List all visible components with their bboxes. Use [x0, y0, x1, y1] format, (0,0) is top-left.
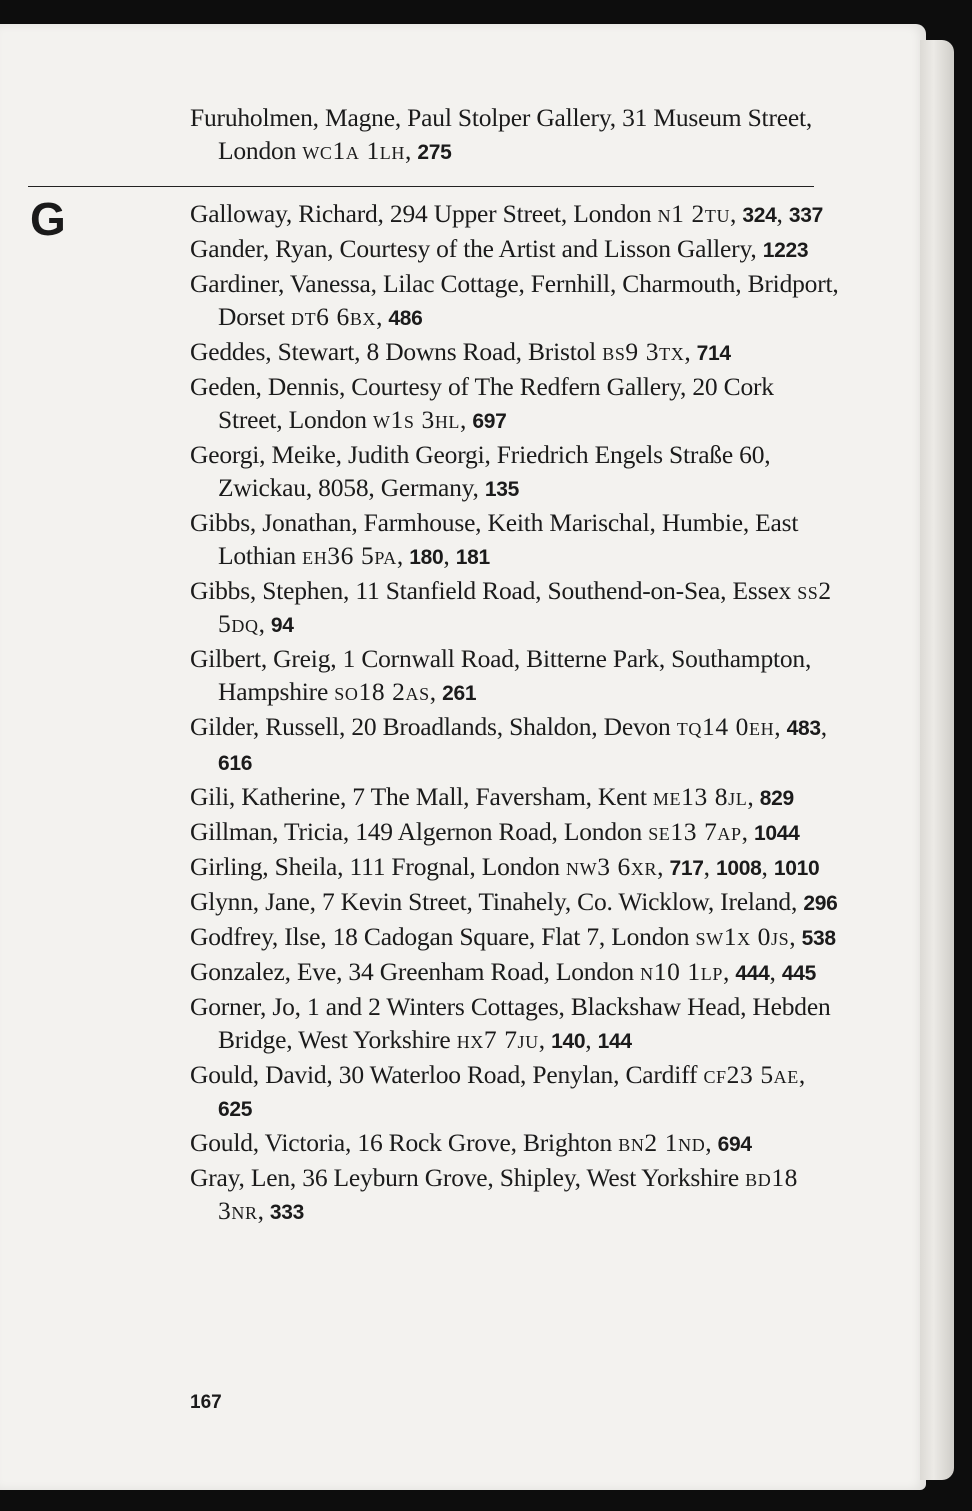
page-ref: 538: [801, 927, 836, 950]
postcode: me13 8jl: [652, 782, 748, 811]
postcode: bs9 3tx: [602, 337, 685, 366]
index-entry: [190, 232, 840, 267]
entry-text: Furuholmen, Magne, Paul Stolper Gallery, 31 Museum Street, London: [190, 103, 813, 165]
postcode: sw1x 0js: [695, 922, 790, 951]
page-ref: 616: [218, 752, 253, 775]
entry-text: Galloway, Richard, 294 Upper Street, London: [190, 199, 652, 228]
index-entry: Geden, Dennis, Courtesy of The Redfern Gallery, 20 Cork Street, London w1s 3hl, 697: [190, 372, 774, 434]
entry-text: Geden, Dennis, Courtesy of The Redfern Gallery, 20 Cork Street, London: [190, 372, 774, 434]
entry-text: Gili, Katherine, 7 The Mall, Faversham, Kent: [190, 782, 647, 811]
page-ref: 717: [669, 857, 704, 880]
entry-text: Gillman, Tricia, 149 Algernon Road, London: [190, 817, 642, 846]
entry-text: Gorner, Jo, 1 and 2 Winters Cottages, Blackshaw Head, Hebden Bridge, West Yorkshire: [190, 992, 831, 1054]
postcode: w1s 3hl: [372, 405, 461, 434]
page-ref: 483: [786, 717, 821, 740]
index-entry: [190, 885, 840, 920]
postcode: so18 2as: [334, 677, 430, 706]
page-ref: 140: [551, 1030, 586, 1053]
page-ref: 144: [597, 1030, 632, 1053]
postcode: bd18 3nr: [218, 1163, 799, 1225]
index-entry: Furuholmen, Magne, Paul Stolper Gallery, 31 Museum Street, London wc1a 1lh, 275: [190, 103, 813, 165]
index-entry: Gilder, Russell, 20 Broadlands, Shaldon, Devon tq14 0eh, 483, 616: [190, 712, 827, 775]
entry-text: Gonzalez, Eve, 34 Greenham Road, London: [190, 957, 634, 986]
page-ref: 697: [472, 410, 507, 433]
entry-text: Gray, Len, 36 Leyburn Grove, Shipley, West Yorkshire: [190, 1163, 739, 1192]
page-ref: 1008: [715, 857, 762, 880]
page-ref: 296: [803, 892, 838, 915]
entry-text: Girling, Sheila, 111 Frognal, London: [190, 852, 560, 881]
index-entry: Gould, Victoria, 16 Rock Grove, Brighton bn2 1nd, 694: [190, 1128, 752, 1157]
postcode: wc1a 1lh: [302, 136, 405, 165]
page-ref: 181: [455, 546, 490, 569]
index-entry: Geddes, Stewart, 8 Downs Road, Bristol bs9 3tx, 714: [190, 337, 731, 366]
page-ref: 444: [735, 962, 770, 985]
entry-text: Georgi, Meike, Judith Georgi, Friedrich Engels Straße 60, Zwickau, 8058, Germany,: [190, 440, 771, 502]
index-entry: Gray, Len, 36 Leyburn Grove, Shipley, West Yorkshire bd18 3nr, 333: [190, 1163, 799, 1225]
index-entry: [190, 438, 840, 506]
index-entry: Gorner, Jo, 1 and 2 Winters Cottages, Blackshaw Head, Hebden Bridge, West Yorkshire hx7 7ju, 140, 144: [190, 992, 831, 1054]
page-ref: 694: [717, 1133, 752, 1156]
page-ref: 1044: [754, 822, 800, 845]
postcode: n1 2tu: [657, 199, 731, 228]
page-ref: 94: [270, 614, 294, 637]
entry-text: Gardiner, Vanessa, Lilac Cottage, Fernhill, Charmouth, Bridport, Dorset: [190, 269, 839, 331]
page-ref: 261: [442, 682, 477, 705]
page-ref: 275: [417, 141, 452, 164]
page-number: 167: [190, 1392, 222, 1413]
page-ref: 1010: [773, 857, 820, 880]
postcode: n10 1lp: [640, 957, 723, 986]
page-ref: 324: [742, 204, 777, 227]
index-entry: Girling, Sheila, 111 Frognal, London nw3 6xr, 717, 1008, 1010: [190, 852, 820, 881]
postcode: ss2 5dq: [218, 576, 832, 638]
index-entry: Gilbert, Greig, 1 Cornwall Road, Bitterne Park, Southampton, Hampshire so18 2as, 261: [190, 644, 812, 706]
entry-text: Gibbs, Jonathan, Farmhouse, Keith Marischal, Humbie, East Lothian: [190, 508, 799, 570]
entry-text: Gould, David, 30 Waterloo Road, Penylan, Cardiff: [190, 1060, 698, 1089]
section-letter: G: [30, 193, 66, 245]
postcode: cf23 5ae: [703, 1060, 799, 1089]
index-entry: Gould, David, 30 Waterloo Road, Penylan, Cardiff cf23 5ae, 625: [190, 1060, 806, 1121]
postcode: dt6 6bx: [290, 302, 377, 331]
page-ref: 135: [484, 478, 520, 501]
index-entry: Gili, Katherine, 7 The Mall, Faversham, Kent me13 8jl, 829: [190, 782, 794, 811]
entry-text: Gander, Ryan, Courtesy of the Artist and Lisson Gallery,: [190, 234, 757, 263]
page-ref: 333: [269, 1201, 305, 1224]
index-entry: Gardiner, Vanessa, Lilac Cottage, Fernhill, Charmouth, Bridport, Dorset dt6 6bx, 486: [190, 269, 839, 331]
entry-text: Glynn, Jane, 7 Kevin Street, Tinahely, Co. Wicklow, Ireland,: [190, 887, 798, 916]
page-ref: 1223: [762, 239, 809, 262]
postcode: bn2 1nd: [618, 1128, 706, 1157]
postcode: eh36 5pa: [302, 541, 397, 570]
page-ref: 829: [759, 787, 794, 810]
page-ref: 180: [409, 546, 444, 569]
postcode: tq14 0eh: [676, 712, 775, 741]
page-ref: 337: [788, 204, 824, 227]
continued-entry: [190, 101, 830, 169]
entry-text: Gilder, Russell, 20 Broadlands, Shaldon, Devon: [190, 712, 671, 741]
page-edge: [920, 40, 954, 1480]
index-entry: Gillman, Tricia, 149 Algernon Road, London se13 7ap, 1044: [190, 817, 800, 846]
index-entry: Godfrey, Ilse, 18 Cadogan Square, Flat 7, London sw1x 0js, 538: [190, 922, 836, 951]
entry-text: Gilbert, Greig, 1 Cornwall Road, Bitterne Park, Southampton, Hampshire: [190, 644, 812, 706]
postcode: hx7 7ju: [456, 1025, 539, 1054]
postcode: nw3 6xr: [566, 852, 658, 881]
index-entries: [190, 197, 840, 1229]
page-ref: 486: [388, 307, 423, 330]
section-rule: [28, 186, 814, 187]
index-entry: Gonzalez, Eve, 34 Greenham Road, London n10 1lp, 444, 445: [190, 957, 816, 986]
index-entry: Gibbs, Stephen, 11 Stanfield Road, Southend-on-Sea, Essex ss2 5dq, 94: [190, 576, 832, 638]
entry-text: Geddes, Stewart, 8 Downs Road, Bristol: [190, 337, 597, 366]
page-ref: 445: [781, 962, 816, 985]
entry-text: Gould, Victoria, 16 Rock Grove, Brighton: [190, 1128, 613, 1157]
page-ref: 714: [696, 342, 731, 365]
postcode: se13 7ap: [648, 817, 742, 846]
index-entry: Galloway, Richard, 294 Upper Street, London n1 2tu, 324, 337: [190, 199, 824, 228]
index-entry: Gibbs, Jonathan, Farmhouse, Keith Marischal, Humbie, East Lothian eh36 5pa, 180, 181: [190, 508, 799, 570]
entry-text: Gibbs, Stephen, 11 Stanfield Road, Southend-on-Sea, Essex: [190, 576, 791, 605]
entry-text: Godfrey, Ilse, 18 Cadogan Square, Flat 7, London: [190, 922, 690, 951]
page-ref: 625: [218, 1098, 253, 1121]
